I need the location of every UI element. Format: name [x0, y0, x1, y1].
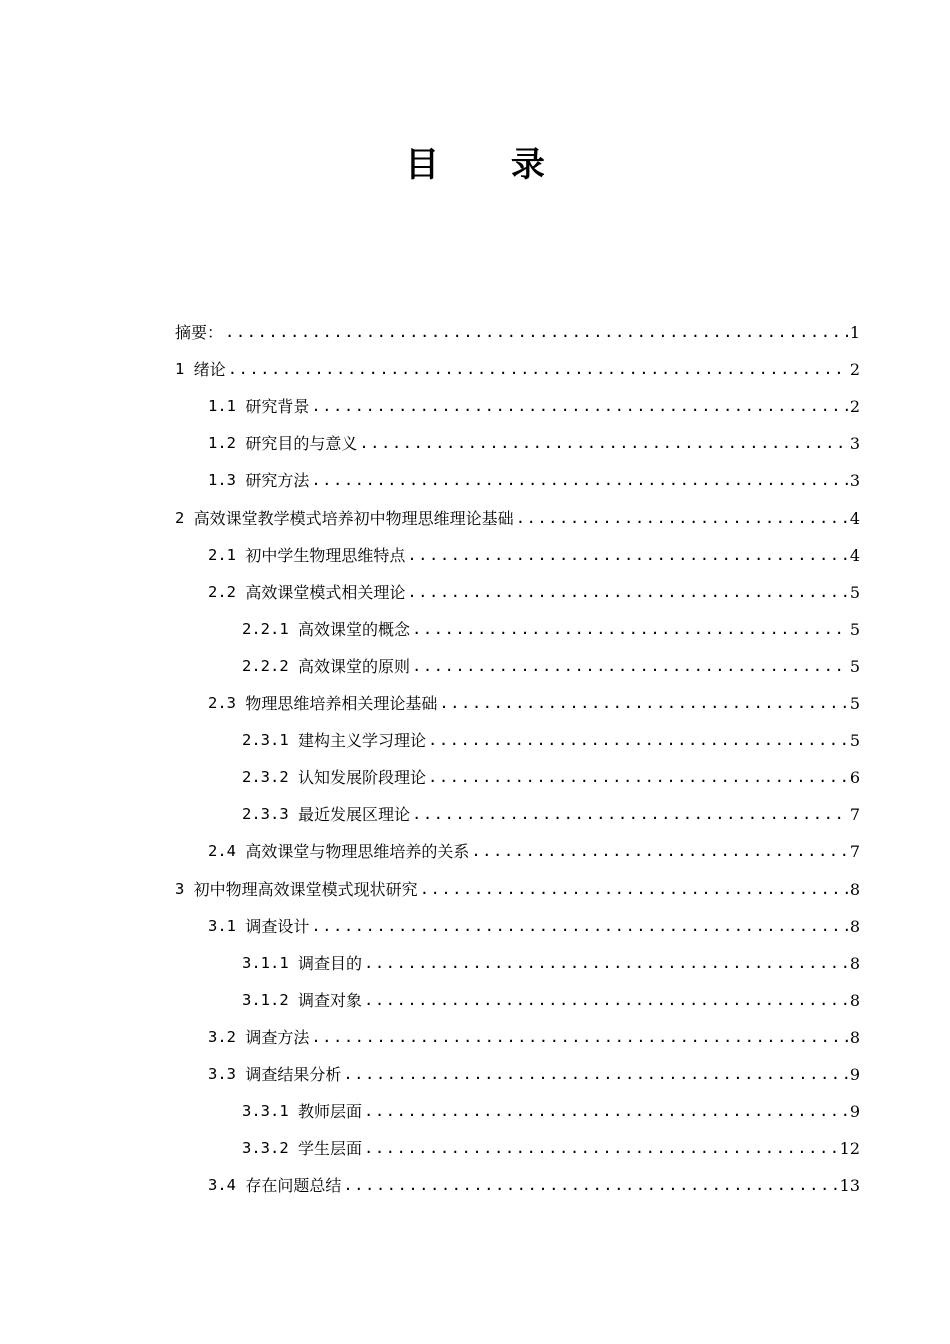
toc-entry[interactable]: [208, 537, 860, 574]
toc-entry-title: 最近发展区理论: [298, 805, 411, 824]
toc-dot-leader: [343, 1056, 847, 1093]
toc-entry-number: 2.3.3: [242, 805, 298, 823]
toc-entry-title: 调查设计: [245, 917, 310, 936]
toc-entry-number: 3.3.1: [242, 1102, 298, 1120]
toc-entry-number: 3.3.2: [242, 1139, 298, 1157]
toc-dot-leader: [311, 462, 847, 499]
toc-entry-number: 3.1.2: [242, 991, 298, 1009]
toc-entry[interactable]: [242, 1093, 860, 1130]
toc-entry-page-number: 5: [849, 657, 860, 676]
toc-entry[interactable]: [242, 945, 860, 982]
toc-entry-page-number: 8: [849, 880, 860, 899]
toc-entry-number: 3.1: [208, 917, 246, 935]
toc-entry[interactable]: [208, 833, 860, 870]
toc-entry-number: 3.2: [208, 1028, 246, 1046]
toc-dot-leader: [407, 574, 847, 611]
toc-entry-title: 高效课堂与物理思维培养的关系: [245, 842, 470, 861]
toc-dot-leader: [364, 945, 848, 982]
toc-entry-title: 高效课堂教学模式培养初中物理思维理论基础: [193, 509, 514, 528]
toc-entry-number: 3.1.1: [242, 954, 298, 972]
toc-entry-number: 2.3.1: [242, 731, 298, 749]
toc-entry[interactable]: [208, 1167, 860, 1204]
toc-entry-page-number: 6: [849, 768, 860, 787]
toc-entry[interactable]: [242, 722, 860, 759]
toc-entry-title: 调查对象: [298, 991, 363, 1010]
toc-entry-number: 3.4: [208, 1176, 246, 1194]
toc-dot-leader: [428, 759, 848, 796]
toc-dot-leader: [364, 1093, 848, 1130]
toc-entry[interactable]: [208, 1019, 860, 1056]
toc-entry-title: 高效课堂的原则: [298, 657, 411, 676]
toc-entry-page-number: 12: [839, 1139, 860, 1158]
toc-entry-number: 3: [175, 880, 194, 898]
toc-entry-title: 存在问题总结: [245, 1176, 342, 1195]
toc-entry-page-number: 5: [849, 583, 860, 602]
toc-entry-page-number: 8: [849, 954, 860, 973]
toc-entry-page-number: 7: [849, 805, 860, 824]
toc-entry[interactable]: [242, 1130, 860, 1167]
toc-dot-leader: [407, 537, 847, 574]
toc-entry[interactable]: [242, 611, 860, 648]
toc-entry-title: 摘要：: [175, 323, 224, 342]
toc-entry[interactable]: [242, 982, 860, 1019]
toc-entry-title: 初中物理高效课堂模式现状研究: [193, 880, 418, 899]
toc-dot-leader: [364, 1130, 838, 1167]
toc-dot-leader: [412, 796, 848, 833]
toc-entry-page-number: 7: [849, 842, 860, 861]
toc-dot-leader: [228, 351, 848, 388]
toc-dot-leader: [471, 833, 847, 870]
toc-entry-page-number: 4: [849, 546, 860, 565]
toc-entry-page-number: 5: [849, 694, 860, 713]
toc-entry[interactable]: [175, 871, 860, 908]
toc-entry-page-number: 8: [849, 1028, 860, 1047]
toc-entry[interactable]: [208, 388, 860, 425]
toc-entry-page-number: 9: [849, 1065, 860, 1084]
toc-dot-leader: [359, 425, 847, 462]
toc-entry[interactable]: [208, 908, 860, 945]
toc-entry-title: 研究方法: [245, 471, 310, 490]
toc-dot-leader: [311, 1019, 847, 1056]
toc-entry[interactable]: [242, 759, 860, 796]
toc-entry[interactable]: [208, 1056, 860, 1093]
toc-entry-number: 1.2: [208, 434, 246, 452]
toc-entry-number: 1.3: [208, 471, 246, 489]
toc-entry-title: 初中学生物理思维特点: [245, 546, 406, 565]
toc-entry-title: 调查方法: [245, 1028, 310, 1047]
toc-dot-leader: [343, 1167, 837, 1204]
toc-entry-title: 调查目的: [298, 954, 363, 973]
toc-entry-title: 建构主义学习理论: [298, 731, 427, 750]
toc-dot-leader: [311, 388, 847, 425]
toc-entry-title: 学生层面: [298, 1139, 363, 1158]
toc-entry-title: 研究背景: [245, 397, 310, 416]
page-title: 目 录: [405, 145, 575, 185]
toc-entry-number: 2.2: [208, 583, 246, 601]
toc-entry-title: 调查结果分析: [245, 1065, 342, 1084]
toc-entry-number: 2.3.2: [242, 768, 298, 786]
toc-entry-page-number: 4: [849, 509, 860, 528]
toc-entry-page-number: 9: [849, 1102, 860, 1121]
toc-dot-leader: [412, 611, 848, 648]
toc-entry[interactable]: [208, 574, 860, 611]
toc-entry-page-number: 13: [839, 1176, 860, 1195]
toc-entry-title: 教师层面: [298, 1102, 363, 1121]
toc-entry[interactable]: [175, 351, 860, 388]
toc-entry[interactable]: [242, 648, 860, 685]
toc-entry-number: 2: [175, 509, 194, 527]
toc-entry-page-number: 2: [849, 397, 860, 416]
toc-entry-page-number: 3: [849, 471, 860, 490]
toc-entry-title: 物理思维培养相关理论基础: [245, 694, 438, 713]
toc-entry-page-number: 3: [849, 434, 860, 453]
toc-entry-page-number: 1: [849, 323, 860, 342]
toc-entry-title: 高效课堂的概念: [298, 620, 411, 639]
toc-entry-title: 绪论: [193, 360, 226, 379]
toc-dot-leader: [412, 648, 848, 685]
toc-entry-page-number: 2: [849, 360, 860, 379]
toc-entry-number: 3.3: [208, 1065, 246, 1083]
toc-entry-number: 2.2.1: [242, 620, 298, 638]
toc-dot-leader: [439, 685, 847, 722]
toc-entry-title: 研究目的与意义: [245, 434, 358, 453]
toc-entry[interactable]: [242, 796, 860, 833]
toc-entry[interactable]: [208, 462, 860, 499]
toc-dot-leader: [311, 908, 847, 945]
toc-entry-page-number: 8: [849, 917, 860, 936]
toc-entry-number: 2.2.2: [242, 657, 298, 675]
toc-entry-page-number: 8: [849, 991, 860, 1010]
toc-entry-number: 2.3: [208, 694, 246, 712]
toc-entry-number: 1.1: [208, 397, 246, 415]
toc-dot-leader: [516, 500, 848, 537]
toc-dot-leader: [420, 871, 848, 908]
toc-dot-leader: [364, 982, 848, 1019]
toc-dot-leader: [225, 314, 848, 351]
toc-entry[interactable]: [208, 425, 860, 462]
toc-entry[interactable]: [175, 314, 860, 351]
toc-entry[interactable]: [208, 685, 860, 722]
toc-entry-number: 1: [175, 360, 194, 378]
toc-entry-page-number: 5: [849, 731, 860, 750]
toc-entry-title: 高效课堂模式相关理论: [245, 583, 406, 602]
toc-dot-leader: [428, 722, 848, 759]
toc-entry-number: 2.1: [208, 546, 246, 564]
toc-entry-page-number: 5: [849, 620, 860, 639]
toc-entry[interactable]: [175, 500, 860, 537]
toc-entry-number: 2.4: [208, 842, 246, 860]
toc-entry-title: 认知发展阶段理论: [298, 768, 427, 787]
